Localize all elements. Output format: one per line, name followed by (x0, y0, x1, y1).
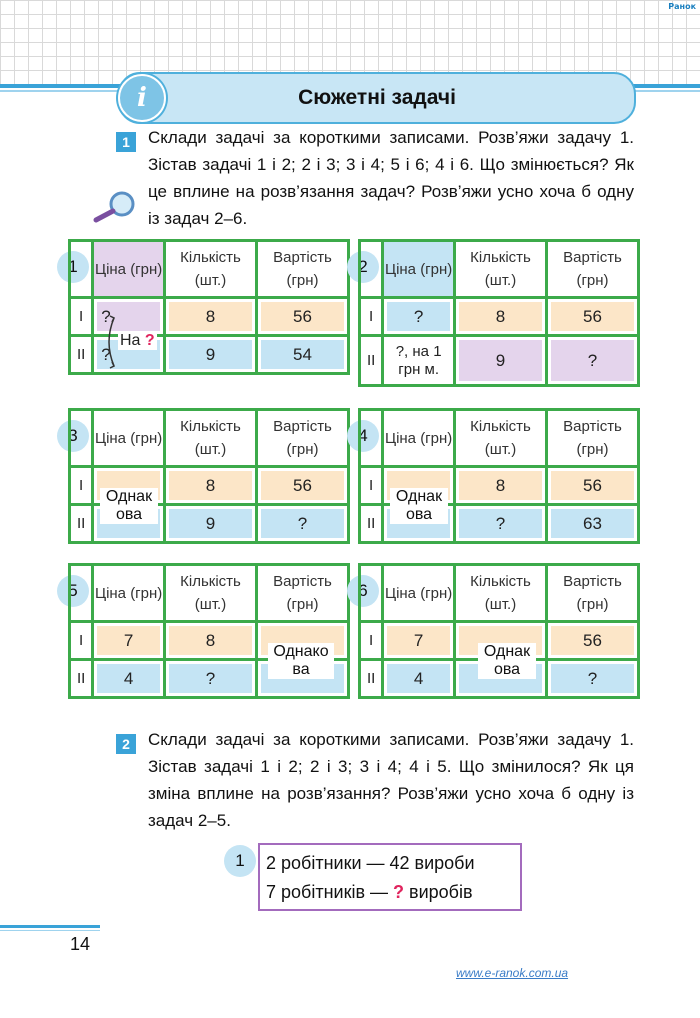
column-cost: Вартість (грн) (547, 565, 639, 622)
price-cell: 7 (387, 626, 450, 655)
task-number-1: 1 (116, 132, 136, 152)
column-quantity: Кількість (шт.) (455, 241, 547, 298)
difference-note: На ? (120, 332, 155, 349)
same-price-label: Однакова (100, 488, 158, 524)
table-number-2: 2 (347, 251, 379, 283)
column-cost: Вартість (грн) (547, 410, 639, 467)
column-quantity: Кількість (шт.) (455, 565, 547, 622)
row-label: I (360, 622, 383, 660)
page-number: 14 (70, 934, 91, 954)
column-cost: Вартість (грн) (257, 241, 349, 298)
column-price: Ціна (грн) (383, 241, 455, 298)
cost-cell: 56 (551, 471, 634, 500)
short-record-box (258, 843, 522, 911)
column-price: Ціна (грн) (93, 565, 165, 622)
column-price: Ціна (грн) (93, 410, 165, 467)
price-cell: 7 (97, 626, 160, 655)
difference-arrow-icon (100, 312, 120, 372)
cost-cell: 56 (551, 626, 634, 655)
row-label: I (360, 298, 383, 336)
same-price-label: Однакова (390, 488, 448, 524)
column-quantity: Кількість (шт.) (165, 241, 257, 298)
website-link[interactable]: www.e-ranok.com.ua (456, 966, 569, 980)
quantity-cell: 8 (169, 471, 252, 500)
cost-cell: 56 (261, 302, 344, 331)
magnifier-icon (92, 190, 138, 224)
column-cost: Вартість (грн) (257, 410, 349, 467)
quantity-cell: 8 (169, 302, 252, 331)
cost-cell: ? (551, 340, 634, 381)
table-number-6: 6 (347, 575, 379, 607)
price-cell: ? (97, 340, 160, 369)
table-2 (358, 239, 640, 387)
page-title: Сюжетні задачі (298, 86, 456, 109)
row-label: I (70, 467, 93, 505)
quantity-cell: 9 (169, 340, 252, 369)
record-line-1: 2 робітники — 42 вироби (266, 853, 475, 873)
price-cell: ?, на 1 грн м. (395, 342, 442, 378)
quantity-cell: 8 (169, 626, 252, 655)
section-header (118, 72, 636, 124)
task-number-2: 2 (116, 734, 136, 754)
row-label: II (70, 660, 93, 698)
info-icon: i (118, 74, 166, 122)
row-label: II (360, 336, 383, 386)
task-1-text: Склади задачі за короткими записами. Розв’яжи задачу 1. Зістав задачі 1 і 2; 2 і 3; 3 і 4; 5 і 6; 4 і 6. Що змінюється? Як це вплине на розв’язання задач? Розв’яжи усно хоча б одну із задач 2–6. (148, 128, 634, 228)
record-number: 1 (224, 845, 256, 877)
column-cost: Вартість (грн) (547, 241, 639, 298)
footer-divider-thin (0, 930, 100, 931)
cost-cell: 54 (261, 340, 344, 369)
cost-cell: 56 (551, 302, 634, 331)
record-line-2: 7 робітників — ? виробів (266, 882, 473, 902)
column-price: Ціна (грн) (383, 565, 455, 622)
price-cell: ? (387, 302, 450, 331)
column-quantity: Кількість (шт.) (165, 565, 257, 622)
task-2-text: Склади задачі за короткими записами. Розв’яжи задачу 1. Зістав задачі 1 і 2; 2 і 3; 3 і 4; 4 і 5. Що змінилося? Як ця зміна вплине на розв’язання? Розв’яжи усно хоча б одну із задач 2–5. (148, 730, 634, 830)
quantity-cell: ? (459, 509, 542, 538)
quantity-cell: 9 (169, 509, 252, 538)
row-label: II (70, 336, 93, 374)
cost-cell: ? (551, 664, 634, 693)
row-label: I (360, 467, 383, 505)
quantity-cell: 8 (459, 302, 542, 331)
table-number-3: 3 (57, 420, 89, 452)
price-cell: 4 (387, 664, 450, 693)
column-cost: Вартість (грн) (257, 565, 349, 622)
quantity-cell: 8 (459, 471, 542, 500)
row-label: II (360, 660, 383, 698)
cost-cell: ? (261, 509, 344, 538)
price-cell: 4 (97, 664, 160, 693)
column-price: Ціна (грн) (383, 410, 455, 467)
column-quantity: Кількість (шт.) (165, 410, 257, 467)
row-label: I (70, 622, 93, 660)
same-quantity-label: Однакова (478, 643, 536, 679)
cost-cell: 63 (551, 509, 634, 538)
row-label: II (360, 505, 383, 543)
row-label: I (70, 298, 93, 336)
publisher-logo: Ранок (668, 2, 696, 11)
quantity-cell: ? (169, 664, 252, 693)
table-number-5: 5 (57, 575, 89, 607)
column-price: Ціна (грн) (93, 241, 165, 298)
column-quantity: Кількість (шт.) (455, 410, 547, 467)
quantity-cell: 9 (459, 340, 542, 381)
price-cell: ? (97, 302, 160, 331)
row-label: II (70, 505, 93, 543)
table-number-1: 1 (57, 251, 89, 283)
footer-divider (0, 925, 100, 928)
cost-cell: 56 (261, 471, 344, 500)
table-number-4: 4 (347, 420, 379, 452)
same-cost-label: Однакова (268, 643, 334, 679)
